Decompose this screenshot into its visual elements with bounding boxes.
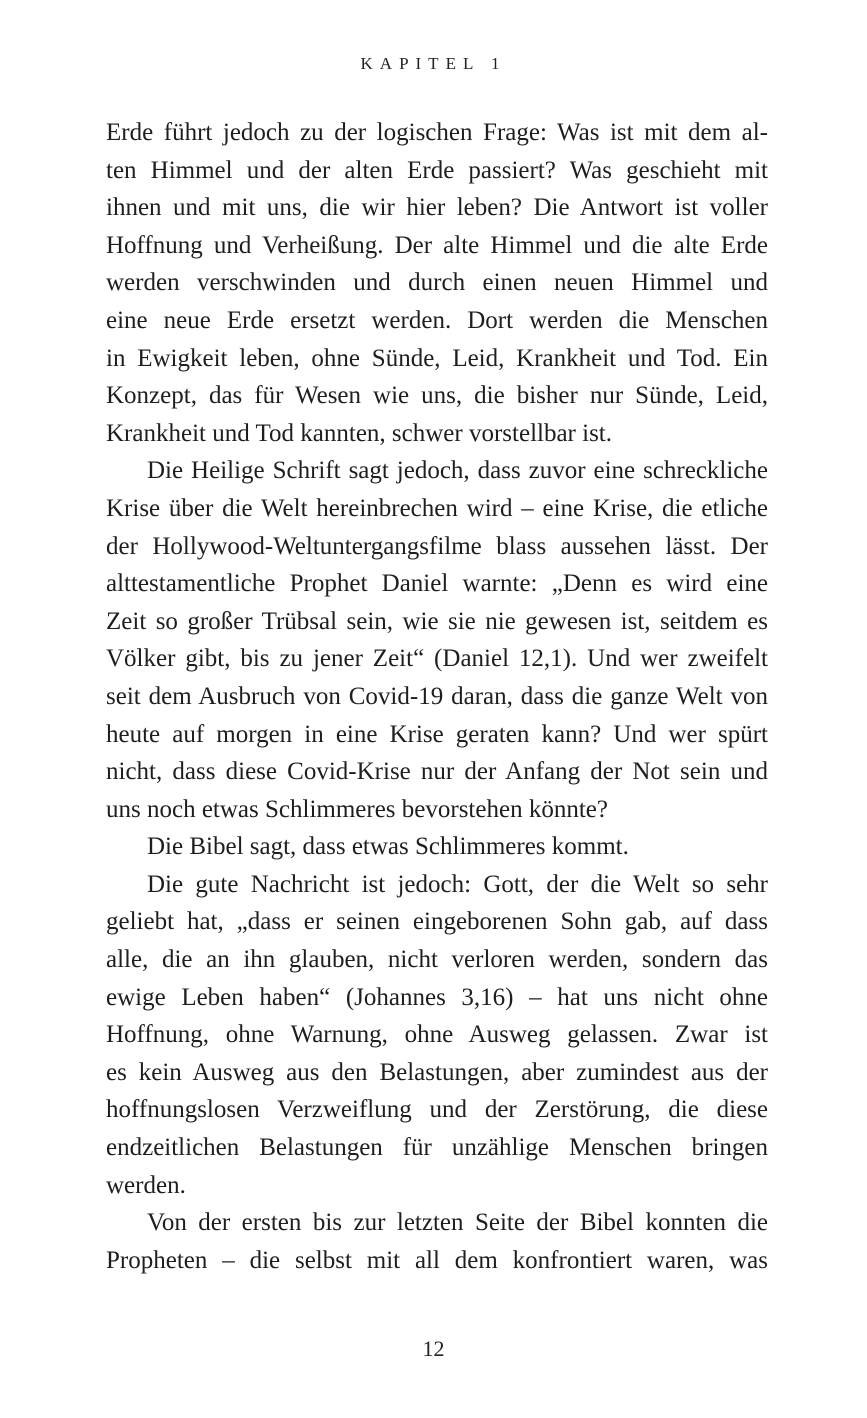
- text-line: Von der ersten bis zur letzten Seite der Bibel konnten die: [147, 1209, 768, 1237]
- text-line: es kein Ausweg aus den Belastungen, aber zumindest aus der: [106, 1058, 768, 1086]
- text-line: uns noch etwas Schlimmeres bevorstehen könnte?: [106, 795, 608, 823]
- text-line: Die Heilige Schrift sagt jedoch, dass zuvor eine schreckliche: [147, 457, 768, 485]
- text-line: Die Bibel sagt, dass etwas Schlimmeres kommt.: [147, 833, 629, 861]
- text-line: werden.: [106, 1171, 186, 1199]
- paragraph: [106, 114, 768, 452]
- page-number: 12: [422, 1336, 445, 1361]
- text-line: alle, die an ihn glauben, nicht verloren werden, sondern das: [106, 946, 768, 974]
- text-line: seit dem Ausbruch von Covid-19 daran, dass die ganze Welt von: [106, 682, 768, 710]
- text-line: in Ewigkeit leben, ohne Sünde, Leid, Krankheit und Tod. Ein: [106, 344, 768, 372]
- text-line: Völker gibt, bis zu jener Zeit“ (Daniel 12,1). Und wer zweifelt: [106, 645, 768, 673]
- text-line: nicht, dass diese Covid-Krise nur der Anfang der Not sein und: [106, 758, 768, 786]
- text-line: der Hollywood-Weltuntergangsfilme blass aussehen lässt. Der: [106, 532, 768, 560]
- text-line: ewige Leben haben“ (Johannes 3,16) – hat uns nicht ohne: [106, 983, 768, 1011]
- text-line: Krankheit und Tod kannten, schwer vorstellbar ist.: [106, 419, 613, 447]
- paragraph: [106, 828, 768, 866]
- text-line: werden verschwinden und durch einen neuen Himmel und: [106, 269, 768, 297]
- text-line: endzeitlichen Belastungen für unzählige Menschen bringen: [106, 1134, 768, 1162]
- text-line: Propheten – die selbst mit all dem konfrontiert waren, was: [106, 1246, 768, 1274]
- text-line: Hoffnung, ohne Warnung, ohne Ausweg gelassen. Zwar ist: [106, 1021, 768, 1049]
- text-line: heute auf morgen in eine Krise geraten kann? Und wer spürt: [106, 720, 768, 748]
- text-line: ihnen und mit uns, die wir hier leben? Die Antwort ist voller: [106, 194, 768, 222]
- text-line: hoffnungslosen Verzweiflung und der Zerstörung, die diese: [106, 1096, 768, 1124]
- text-line: Krise über die Welt hereinbrechen wird – eine Krise, die etliche: [106, 494, 768, 522]
- body-text: [106, 114, 768, 1279]
- text-line: Hoffnung und Verheißung. Der alte Himmel und die alte Erde: [106, 231, 768, 259]
- text-line: Konzept, das für Wesen wie uns, die bisher nur Sünde, Leid,: [106, 382, 768, 410]
- paragraph: [106, 866, 768, 1204]
- text-line: Zeit so großer Trübsal sein, wie sie nie gewesen ist, seitdem es: [106, 607, 768, 635]
- text-line: geliebt hat, „dass er seinen eingeborenen Sohn gab, auf dass: [106, 908, 768, 936]
- paragraph: [106, 1204, 768, 1279]
- text-line: Die gute Nachricht ist jedoch: Gott, der die Welt so sehr: [147, 870, 768, 898]
- text-line: ten Himmel und der alten Erde passiert? Was geschieht mit: [106, 156, 768, 184]
- text-line: eine neue Erde ersetzt werden. Dort werden die Menschen: [106, 306, 768, 334]
- paragraph: [106, 452, 768, 828]
- text-line: alttestamentliche Prophet Daniel warnte: „Denn es wird eine: [106, 570, 768, 598]
- running-head: KAPITEL 1: [360, 54, 507, 73]
- text-line: Erde führt jedoch zu der logischen Frage: Was ist mit dem al-: [106, 119, 768, 146]
